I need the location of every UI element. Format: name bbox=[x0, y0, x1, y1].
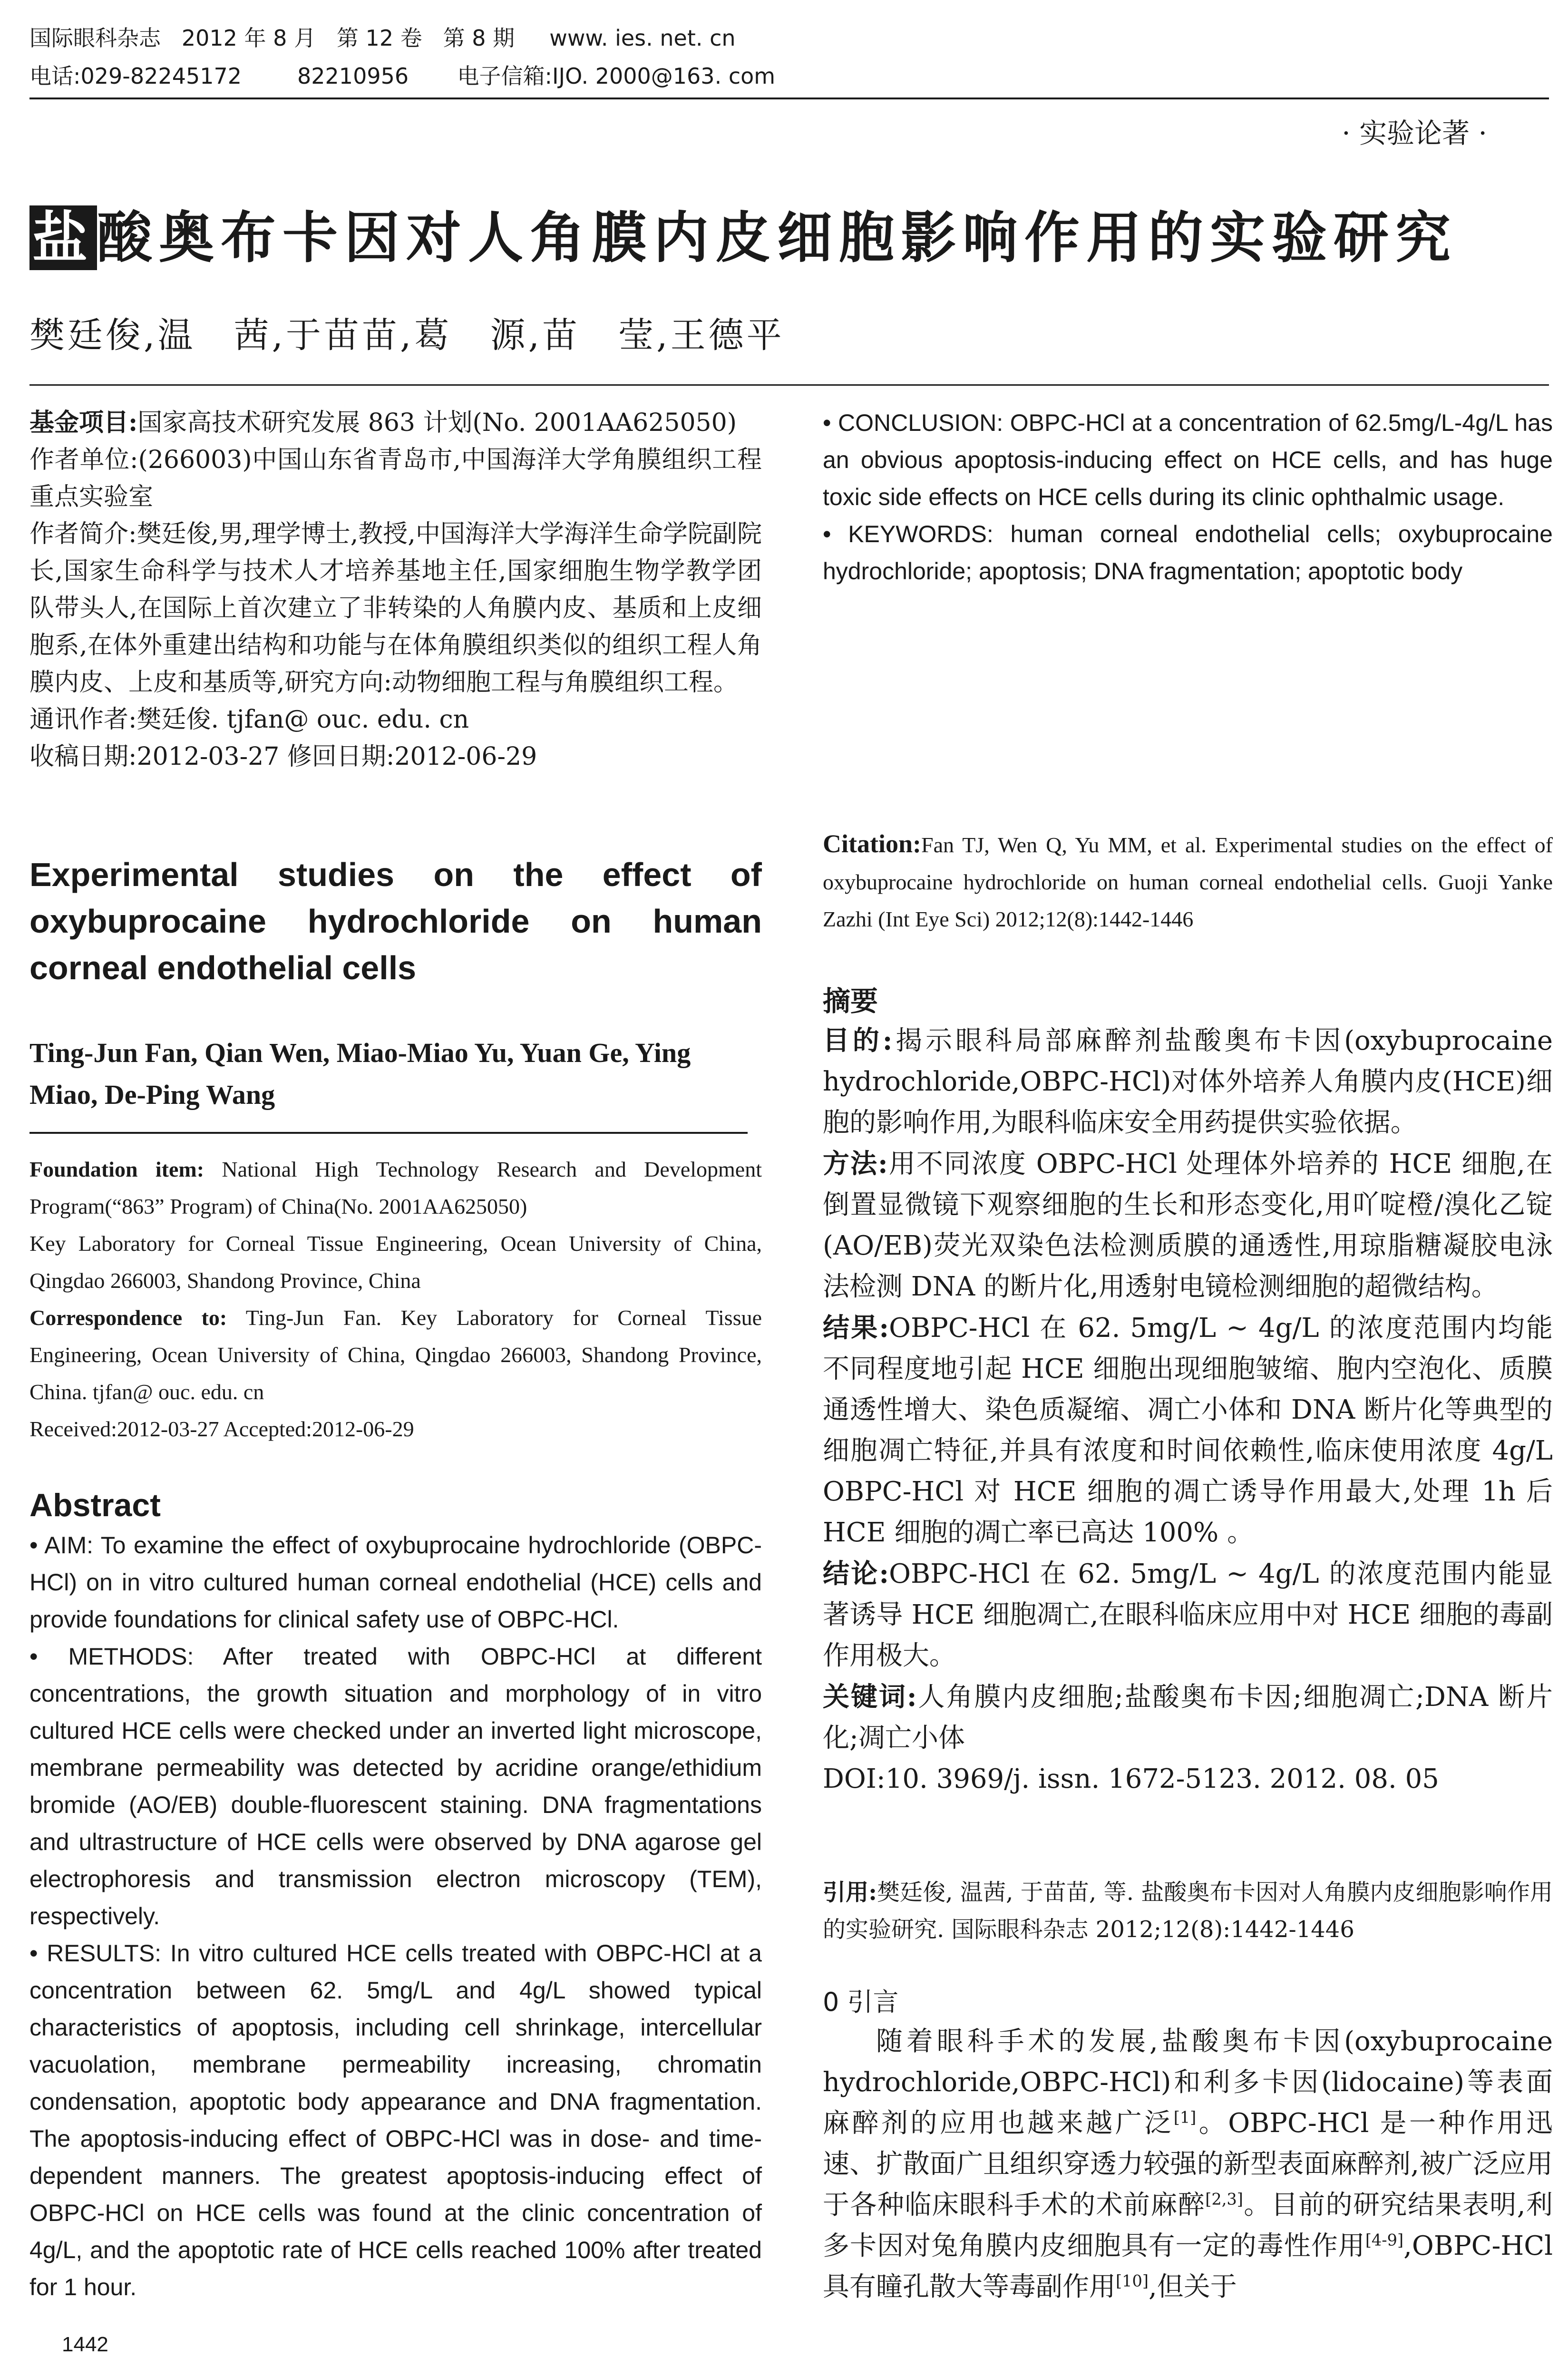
contact-header-line: 电话:029-82245172 82210956 电子信箱:IJO. 2000@163. com bbox=[29, 63, 776, 89]
abstract-keywords: • KEYWORDS: human corneal endothelial cells; oxybuprocaine hydrochloride; apoptosis; DNA fragmentation; apoptotic body bbox=[823, 516, 1553, 590]
intro-text-4: ,OBPC-HCl 具有瞳孔散大等毒副作用 bbox=[823, 2231, 1553, 2302]
authors-rule bbox=[29, 1132, 748, 1134]
intro-text-1: 随着眼科手术的发展,盐酸奥布卡因(oxybuprocaine hydrochloride,OBPC-HCl)和利多卡因(lidocaine)等表面麻醉剂的应用也越来越广泛 bbox=[823, 2026, 1553, 2139]
citation-cn-label: 引用: bbox=[823, 1879, 877, 1906]
intro-text-5: ,但关于 bbox=[1148, 2271, 1237, 2302]
summary-keywords: 人角膜内皮细胞;盐酸奥布卡因;细胞凋亡;DNA 断片化;凋亡小体 bbox=[823, 1682, 1553, 1754]
corr-text: 樊廷俊. tjfan@ ouc. edu. cn bbox=[136, 705, 469, 734]
citation-en-label: Citation: bbox=[823, 829, 921, 858]
intro-paragraph bbox=[823, 2021, 1553, 2308]
summary-doi: DOI:10. 3969/j. issn. 1672-5123. 2012. 08. 05 bbox=[823, 1763, 1439, 1794]
summary-results-label: 结果: bbox=[823, 1312, 889, 1344]
citation-cn bbox=[823, 1874, 1553, 1948]
corr-label: 通讯作者: bbox=[29, 705, 137, 734]
abstract-aim: • AIM: To examine the effect of oxybuprocaine hydrochloride (OBPC-HCl) on in vitro cultured human corneal endothelial (HCE) cells and provide foundations for clinical safety use of OBPC-HCl. bbox=[29, 1527, 762, 1638]
summary-keywords-label: 关键词: bbox=[823, 1681, 917, 1713]
summary-methods-label: 方法: bbox=[823, 1148, 888, 1179]
abstract-conclusion: • CONCLUSION: OBPC-HCl at a concentration of 62.5mg/L-4g/L has an obvious apoptosis-inducing effect on HCE cells, and has huge toxic side effects on HCE cells during its clinic ophthalmic usage. bbox=[823, 404, 1553, 516]
received-dates-en: Received:2012-03-27 Accepted:2012-06-29 bbox=[29, 1417, 414, 1441]
summary-cn bbox=[823, 982, 1553, 1800]
abstract-results-part bbox=[29, 1935, 762, 2306]
bio-text: 樊廷俊,男,理学博士,教授,中国海洋大学海洋生命学院副院长,国家生命科学与技术人才培养基地主任,国家细胞生物学教学团队带头人,在国际上首次建立了非转染的人角膜内皮、基质和上皮细胞系,在体外重建出结构和功能与在体角膜组织类似的组织工程人角膜内皮、上皮和基质等,研究方向:动物细胞工程与角膜组织工程。 bbox=[29, 520, 762, 697]
abstract-en bbox=[29, 1484, 762, 2306]
title-initial-glyph: 盐 bbox=[29, 205, 97, 270]
english-title-block bbox=[29, 851, 762, 991]
ref-2: [2,3] bbox=[1205, 2190, 1243, 2209]
ref-1: [1] bbox=[1173, 2108, 1197, 2127]
intro-text-2: 。OBPC-HCl 是一种作用迅速、扩散面广且组织穿透力较强的新型表面麻醉剂,被广泛应用于各种临床眼科手术的术前麻醉 bbox=[823, 2108, 1553, 2221]
abstract-en-continued bbox=[823, 404, 1553, 590]
summary-heading: 摘要 bbox=[823, 985, 878, 1017]
summary-methods: 用不同浓度 OBPC-HCl 处理体外培养的 HCE 细胞,在倒置显微镜下观察细胞的生长和形态变化,用吖啶橙/溴化乙锭(AO/EB)荧光双染色法检测质膜的通透性,用琼脂糖凝胶电泳法检测 DNA 的断片化,用透射电镜检测细胞的超微结构。 bbox=[823, 1149, 1553, 1302]
correspondence-label: Correspondence to: bbox=[29, 1305, 227, 1330]
summary-conclusion: OBPC-HCl 在 62. 5mg/L ~ 4g/L 的浓度范围内能显著诱导 HCE 细胞凋亡,在眼科临床应用中对 HCE 细胞的毒副作用极大。 bbox=[823, 1559, 1553, 1671]
introduction bbox=[823, 1983, 1553, 2308]
page-number: 1442 bbox=[62, 2333, 108, 2356]
fund-label: 基金项目: bbox=[29, 408, 138, 437]
intro-heading: 0 引言 bbox=[823, 1987, 899, 2017]
english-authors-block bbox=[29, 1032, 762, 1116]
header-rule bbox=[29, 97, 1549, 99]
summary-aim-label: 目的: bbox=[823, 1025, 893, 1056]
citation-en bbox=[823, 825, 1553, 938]
article-title-cn bbox=[29, 200, 1457, 276]
authors-en: Ting-Jun Fan, Qian Wen, Miao-Miao Yu, Yuan Ge, Ying Miao, De-Ping Wang bbox=[29, 1037, 691, 1110]
foundation-text: National High Technology Research and Development Program(“863” Program) of China(No. 2001AA625050) bbox=[29, 1157, 762, 1218]
fund-text: 国家高技术研究发展 863 计划(No. 2001AA625050) bbox=[137, 409, 737, 437]
title-rest: 酸奥布卡因对人角膜内皮细胞影响作用的实验研究 bbox=[97, 205, 1457, 270]
section-tag: · 实验论著 · bbox=[1342, 117, 1487, 149]
journal-header-line: 国际眼科杂志 2012 年 8 月 第 12 卷 第 8 期 www. ies. net. cn bbox=[29, 25, 736, 51]
intro-text-3: 。目前的研究结果表明,利多卡因对兔角膜内皮细胞具有一定的毒性作用 bbox=[823, 2190, 1553, 2261]
foundation-label: Foundation item: bbox=[29, 1157, 205, 1181]
foundation-en bbox=[29, 1151, 762, 1448]
correspondence-text: Ting-Jun Fan. Key Laboratory for Corneal Tissue Engineering, Ocean University of China, Qingdao 266003, Shandong Province, China. tjfan@ ouc. edu. cn bbox=[29, 1305, 762, 1404]
abstract-methods: • METHODS: After treated with OBPC-HCl at different concentrations, the growth situation and morphology of in vitro cultured HCE cells were checked under an inverted light microscope, membrane permeability was detected by acridine orange/ethidium bromide (AO/EB) double-fluorescent staining. DNA fragmentations and ultrastructure of HCE cells were observed by DNA agarose gel electrophoresis and transmission electron microscopy (TEM), respectively. bbox=[29, 1638, 762, 1935]
abstract-heading: Abstract bbox=[29, 1487, 161, 1523]
summary-aim: 揭示眼科局部麻醉剂盐酸奥布卡因(oxybuprocaine hydrochloride,OBPC-HCl)对体外培养人角膜内皮(HCE)细胞的影响作用,为眼科临床安全用药提供实验依据。 bbox=[823, 1025, 1553, 1138]
title-rule bbox=[29, 384, 1549, 386]
ref-3: [4-9] bbox=[1365, 2231, 1404, 2250]
affiliation-en: Key Laboratory for Corneal Tissue Engineering, Ocean University of China, Qingdao 266003, Shandong Province, China bbox=[29, 1231, 762, 1293]
authors-cn: 樊廷俊,温 茜,于苗苗,葛 源,苗 莹,王德平 bbox=[29, 315, 785, 356]
summary-conclusion-label: 结论: bbox=[823, 1558, 889, 1589]
front-matter-cn bbox=[29, 404, 762, 775]
citation-cn-text: 樊廷俊, 温茜, 于苗苗, 等. 盐酸奥布卡因对人角膜内皮细胞影响作用的实验研究. 国际眼科杂志 2012;12(8):1442-1446 bbox=[823, 1879, 1553, 1943]
article-title-en: Experimental studies on the effect of oxybuprocaine hydrochloride on human corneal endothelial cells bbox=[29, 856, 762, 986]
unit-text: (266003)中国山东省青岛市,中国海洋大学角膜组织工程重点实验室 bbox=[29, 446, 762, 511]
ref-4: [10] bbox=[1116, 2271, 1149, 2290]
unit-label: 作者单位: bbox=[29, 446, 138, 474]
citation-en-text: Fan TJ, Wen Q, Yu MM, et al. Experimental studies on the effect of oxybuprocaine hydrochloride on human corneal endothelial cells. Guoji Yanke Zazhi (Int Eye Sci) 2012;12(8):1442-1446 bbox=[823, 833, 1553, 931]
summary-results: OBPC-HCl 在 62. 5mg/L ~ 4g/L 的浓度范围内均能不同程度地引起 HCE 细胞出现细胞皱缩、胞内空泡化、质膜通透性增大、染色质凝缩、凋亡小体和 DNA 断片化等典型的细胞凋亡特征,并具有浓度和时间依赖性,临床使用浓度 4g/L OBPC-HCl 对 HCE 细胞的凋亡诱导作用最大,处理 1h 后 HCE 细胞的凋亡率已高达 100% 。 bbox=[823, 1313, 1553, 1548]
bio-label: 作者简介: bbox=[29, 520, 137, 548]
abstract-results: RESULTS: In vitro cultured HCE cells treated with OBPC-HCl at a concentration between 62. 5mg/L and 4g/L showed typical characteristics of apoptosis, including cell shrinkage, intercellular vacuolation, membrane permeability increasing, chromatin condensation, apoptotic body appearance and DNA fragmentation. The apoptosis-inducing effect of OBPC-HCl was in dose- and time-dependent manners. The greatest apoptosis-inducing effect of OBPC-HCl on HCE cells was found at the clinic concentration of 4g/L, and the apoptotic rate of HCE cells reached 100% after treated for 1 hour. bbox=[29, 1940, 762, 2300]
dates-cn: 收稿日期:2012-03-27 修回日期:2012-06-29 bbox=[29, 742, 537, 771]
